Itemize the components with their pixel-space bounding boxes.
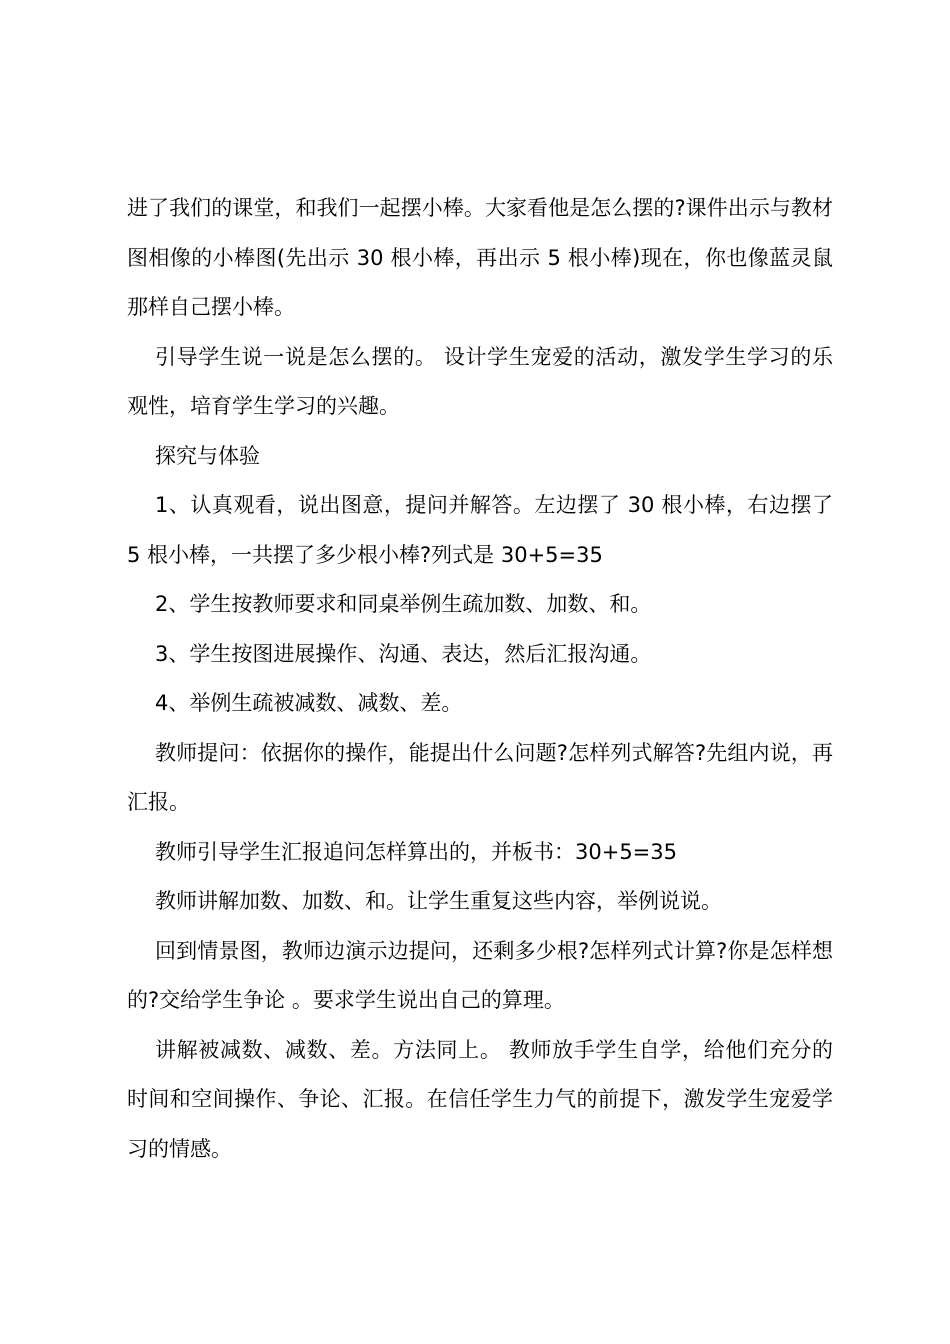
paragraph-teacher-explain: 教师讲解加数、加数、和。让学生重复这些内容，举例说说。 <box>155 889 722 913</box>
list-item-2: 2、学生按教师要求和同桌举例生疏加数、加数、和。 <box>155 592 652 616</box>
list-item-1: 1、认真观看，说出图意，提问并解答。左边摆了 30 根小棒，右边摆了 5 根小棒，一共摆了多少根小棒?列式是 30+5=35 <box>127 493 833 567</box>
list-item-4: 4、举例生疏被减数、减数、差。 <box>155 691 463 715</box>
paragraph-teacher-question: 教师提问：依据你的操作，能提出什么问题?怎样列式解答?先组内说，再汇报。 <box>127 740 833 814</box>
paragraph-guide-students: 引导学生说一说是怎么摆的。 设计学生宠爱的活动，激发学生学习的乐观性，培育学生学习的兴趣。 <box>127 344 833 418</box>
list-item-3: 3、学生按图进展操作、沟通、表达，然后汇报沟通。 <box>155 641 652 666</box>
section-heading-explore: 探究与体验 <box>155 443 260 468</box>
document-body <box>127 184 833 1174</box>
paragraph-subtraction-explain: 讲解被减数、减数、差。方法同上。 教师放手学生自学，给他们充分的时间和空间操作、争论、汇报。在信任学生力气的前提下，激发学生宠爱学习的情感。 <box>127 1037 833 1161</box>
paragraph-scene-review: 回到情景图，教师边演示边提问，还剩多少根?怎样列式计算?你是怎样想的?交给学生争论 。要求学生说出自己的算理。 <box>127 938 833 1012</box>
paragraph-continuation: 进了我们的课堂，和我们一起摆小棒。大家看他是怎么摆的?课件出示与教材图相像的小棒图(先出示 30 根小棒，再出示 5 根小棒)现在，你也像蓝灵鼠那样自己摆小棒。 <box>127 196 833 319</box>
paragraph-teacher-guide: 教师引导学生汇报追问怎样算出的，并板书：30+5=35 <box>155 839 677 864</box>
